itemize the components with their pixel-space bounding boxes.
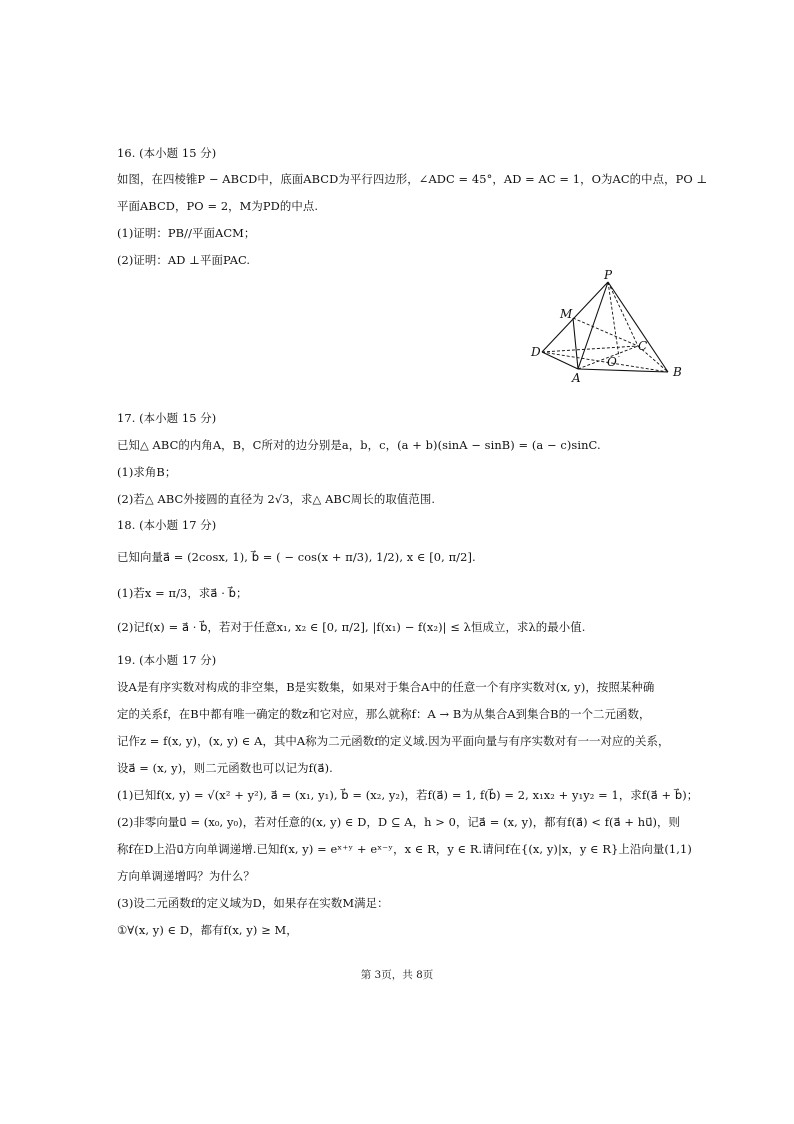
q16-part1: (1)证明：PB//平面ACM； xyxy=(117,226,256,240)
q18-part2: (2)记f(x) = a⃗ · b⃗，若对于任意x₁, x₂ ∈ [0, π/2], |f(x₁) − f(x₂)| ≤ λ恒成立，求λ的最小值. xyxy=(117,620,586,634)
q17-part2: (2)若△ ABC外接圆的直径为 2√3，求△ ABC周长的取值范围. xyxy=(117,492,436,506)
page-footer: 第 3页，共 8页 xyxy=(360,969,434,981)
q19-line4: 设a⃗ = (x, y)，则二元函数也可以记为f(a⃗). xyxy=(117,761,333,775)
label-B: B xyxy=(673,365,682,379)
q19-part2-line3: 方向单调递增吗？为什么？ xyxy=(117,869,255,883)
q16-stem-line1: 如图，在四棱锥P − ABCD中，底面ABCD为平行四边形，∠ADC = 45°，AD = AC = 1，O为AC的中点，PO ⊥ xyxy=(117,172,708,186)
q16-header: 16. (本小题 15 分) xyxy=(117,146,217,160)
q19-part2-line1: (2)非零向量u⃗ = (x₀, y₀)，若对任意的(x, y) ∈ D，D ⊆ A，h > 0，记a⃗ = (x, y)，都有f(a⃗) < f(a⃗ + hu⃗)，则 xyxy=(117,815,681,829)
q17-header: 17. (本小题 15 分) xyxy=(117,411,217,425)
q19-part1: (1)已知f(x, y) = √(x² + y²), a⃗ = (x₁, y₁), b⃗ = (x₂, y₂)，若f(a⃗) = 1, f(b⃗) = 2, x₁x₂ + y₁y₂ = 1，求f(a⃗ + b⃗)； xyxy=(117,788,699,802)
q19-part3: (3)设二元函数f的定义域为D，如果存在实数M满足： xyxy=(117,896,389,910)
q19-line2: 定的关系f，在B中都有唯一确定的数z和它对应，那么就称f：A → B为从集合A到集合B的一个二元函数， xyxy=(117,707,651,721)
label-D: D xyxy=(531,345,541,359)
pyramid-figure xyxy=(528,268,693,386)
q17-stem: 已知△ ABC的内角A，B，C所对的边分别是a，b，c，(a + b)(sinA − sinB) = (a − c)sinC. xyxy=(117,438,601,452)
q18-header: 18. (本小题 17 分) xyxy=(117,518,217,532)
q18-part1: (1)若x = π/3，求a⃗ · b⃗； xyxy=(117,586,248,600)
q16-part2: (2)证明：AD ⊥平面PAC. xyxy=(117,253,251,267)
label-A: A xyxy=(572,371,581,385)
label-O: O xyxy=(607,355,617,369)
q19-header: 19. (本小题 17 分) xyxy=(117,653,217,667)
label-M: M xyxy=(560,307,573,321)
label-C: C xyxy=(638,339,648,353)
q19-line3: 记作z = f(x, y)，(x, y) ∈ A，其中A称为二元函数f的定义域.因为平面向量与有序实数对有一一对应的关系， xyxy=(117,734,670,748)
q16-stem-line2: 平面ABCD，PO = 2，M为PD的中点. xyxy=(117,199,319,213)
q19-condition1: ①∀(x, y) ∈ D，都有f(x, y) ≥ M， xyxy=(117,923,298,937)
q18-stem: 已知向量a⃗ = (2cosx, 1), b⃗ = ( − cos(x + π/3), 1/2), x ∈ [0, π/2]. xyxy=(117,550,476,564)
q19-part2-line2: 称f在D上沿u⃗方向单调递增.已知f(x, y) = eˣ⁺ʸ + eˣ⁻ʸ，x ∈ R，y ∈ R.请问f在{(x, y)|x，y ∈ R}上沿向量(1,1) xyxy=(117,842,692,856)
q19-line1: 设A是有序实数对构成的非空集，B是实数集，如果对于集合A中的任意一个有序实数对(x, y)，按照某种确 xyxy=(117,680,655,694)
label-P: P xyxy=(604,268,613,282)
q17-part1: (1)求角B； xyxy=(117,465,177,479)
